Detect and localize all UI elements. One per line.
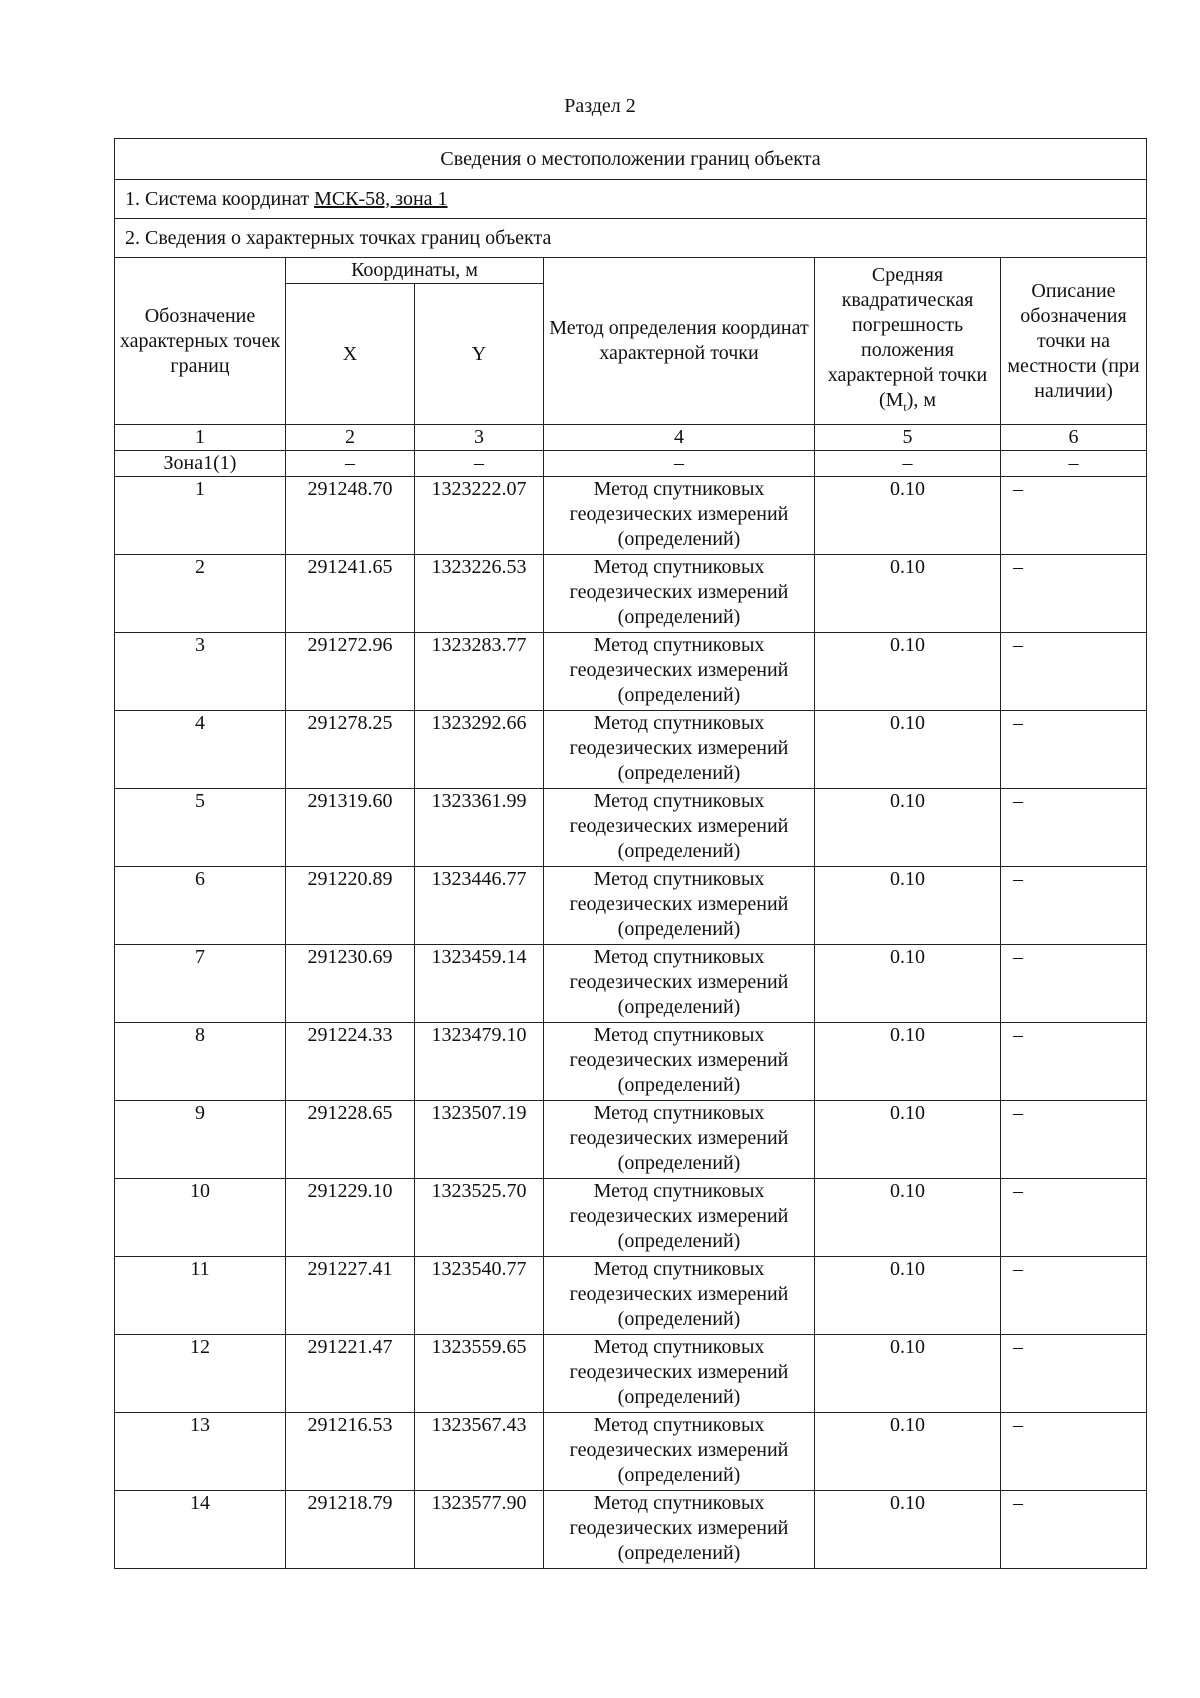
- error-value: 0.10: [815, 633, 1001, 711]
- coord-x: 291220.89: [286, 867, 415, 945]
- error-value: 0.10: [815, 1179, 1001, 1257]
- table-row: [115, 789, 1147, 867]
- coord-y: 1323459.14: [415, 945, 544, 1023]
- table-row: [115, 1023, 1147, 1101]
- coord-y: 1323283.77: [415, 633, 544, 711]
- section-title: Раздел 2: [564, 95, 636, 117]
- error-value: 0.10: [815, 1023, 1001, 1101]
- column-number: 2: [286, 425, 415, 451]
- coord-x: 291224.33: [286, 1023, 415, 1101]
- coord-x: 291241.65: [286, 555, 415, 633]
- method: Метод спутниковых геодезических измерений (определений): [544, 1257, 815, 1335]
- coord-x: 291272.96: [286, 633, 415, 711]
- method: Метод спутниковых геодезических измерений (определений): [544, 1335, 815, 1413]
- description: –: [1001, 1023, 1147, 1101]
- coordinate-system-label: 1. Система координат: [125, 187, 310, 210]
- column-number: 4: [544, 425, 815, 451]
- point-number: 4: [115, 711, 286, 789]
- point-number: 5: [115, 789, 286, 867]
- coord-x: 291228.65: [286, 1101, 415, 1179]
- method: Метод спутниковых геодезических измерений (определений): [544, 633, 815, 711]
- coord-y: 1323507.19: [415, 1101, 544, 1179]
- description: –: [1001, 1413, 1147, 1491]
- coordinate-system-row: [115, 180, 1147, 219]
- coord-y: 1323222.07: [415, 477, 544, 555]
- boundary-points-table: [114, 138, 1147, 1569]
- error-value: 0.10: [815, 789, 1001, 867]
- coord-x: 291248.70: [286, 477, 415, 555]
- method: Метод спутниковых геодезических измерений (определений): [544, 789, 815, 867]
- method: Метод спутниковых геодезических измерений (определений): [544, 1179, 815, 1257]
- coord-y: 1323567.43: [415, 1413, 544, 1491]
- table-row: [115, 711, 1147, 789]
- coord-y: 1323446.77: [415, 867, 544, 945]
- coord-x: 291218.79: [286, 1491, 415, 1569]
- header-y: Y: [415, 284, 544, 425]
- coord-x: 291221.47: [286, 1335, 415, 1413]
- description: –: [1001, 555, 1147, 633]
- point-number: 7: [115, 945, 286, 1023]
- coord-y: 1323540.77: [415, 1257, 544, 1335]
- header-method: Метод определения координат характерной точки: [544, 258, 815, 425]
- description: –: [1001, 477, 1147, 555]
- description: –: [1001, 1101, 1147, 1179]
- zone-dash: –: [286, 451, 415, 477]
- method: Метод спутниковых геодезических измерений (определений): [544, 1101, 815, 1179]
- description: –: [1001, 1491, 1147, 1569]
- point-number: 10: [115, 1179, 286, 1257]
- column-number: 6: [1001, 425, 1147, 451]
- method: Метод спутниковых геодезических измерений (определений): [544, 867, 815, 945]
- method: Метод спутниковых геодезических измерений (определений): [544, 1491, 815, 1569]
- method: Метод спутниковых геодезических измерений (определений): [544, 711, 815, 789]
- method: Метод спутниковых геодезических измерений (определений): [544, 477, 815, 555]
- table-row: [115, 1179, 1147, 1257]
- coord-x: 291229.10: [286, 1179, 415, 1257]
- table-row: [115, 1413, 1147, 1491]
- table-row: [115, 1491, 1147, 1569]
- method: Метод спутниковых геодезических измерений (определений): [544, 555, 815, 633]
- point-number: 8: [115, 1023, 286, 1101]
- method: Метод спутниковых геодезических измерений (определений): [544, 1413, 815, 1491]
- description: –: [1001, 711, 1147, 789]
- table-row: [115, 1257, 1147, 1335]
- error-value: 0.10: [815, 945, 1001, 1023]
- table-row: [115, 555, 1147, 633]
- points-section-title: 2. Сведения о характерных точках границ объекта: [115, 219, 1147, 258]
- table-row: [115, 867, 1147, 945]
- coord-y: 1323292.66: [415, 711, 544, 789]
- point-number: 12: [115, 1335, 286, 1413]
- zone-dash: –: [415, 451, 544, 477]
- coord-y: 1323577.90: [415, 1491, 544, 1569]
- description: –: [1001, 1335, 1147, 1413]
- method: Метод спутниковых геодезических измерений (определений): [544, 945, 815, 1023]
- coord-y: 1323559.65: [415, 1335, 544, 1413]
- error-value: 0.10: [815, 555, 1001, 633]
- point-number: 1: [115, 477, 286, 555]
- error-value: 0.10: [815, 477, 1001, 555]
- coord-x: 291230.69: [286, 945, 415, 1023]
- error-value: 0.10: [815, 1101, 1001, 1179]
- table-row: [115, 477, 1147, 555]
- method: Метод спутниковых геодезических измерений (определений): [544, 1023, 815, 1101]
- column-number: 1: [115, 425, 286, 451]
- zone-label: Зона1(1): [115, 451, 286, 477]
- description: –: [1001, 1179, 1147, 1257]
- point-number: 2: [115, 555, 286, 633]
- header-coordinates: Координаты, м: [286, 258, 544, 284]
- point-number: 6: [115, 867, 286, 945]
- description: –: [1001, 945, 1147, 1023]
- point-number: 3: [115, 633, 286, 711]
- table-row: [115, 633, 1147, 711]
- zone-row: [115, 451, 1147, 477]
- header-x: X: [286, 284, 415, 425]
- table-row: [115, 945, 1147, 1023]
- table-caption: Сведения о местоположении границ объекта: [115, 139, 1147, 180]
- coord-x: 291216.53: [286, 1413, 415, 1491]
- table-row: [115, 1335, 1147, 1413]
- point-number: 14: [115, 1491, 286, 1569]
- description: –: [1001, 789, 1147, 867]
- header-description: Описание обозначения точки на местности (при наличии): [1001, 258, 1147, 425]
- column-number: 3: [415, 425, 544, 451]
- coordinate-system-value: МСК-58, зона 1: [314, 187, 448, 210]
- point-number: 9: [115, 1101, 286, 1179]
- error-value: 0.10: [815, 1413, 1001, 1491]
- point-number: 11: [115, 1257, 286, 1335]
- coord-x: 291278.25: [286, 711, 415, 789]
- coord-x: 291319.60: [286, 789, 415, 867]
- coord-x: 291227.41: [286, 1257, 415, 1335]
- point-number: 13: [115, 1413, 286, 1491]
- error-value: 0.10: [815, 1491, 1001, 1569]
- zone-dash: –: [1001, 451, 1147, 477]
- description: –: [1001, 867, 1147, 945]
- error-value: 0.10: [815, 1335, 1001, 1413]
- error-value: 0.10: [815, 867, 1001, 945]
- column-number-row: [115, 425, 1147, 451]
- description: –: [1001, 633, 1147, 711]
- table-row: [115, 1101, 1147, 1179]
- coord-y: 1323525.70: [415, 1179, 544, 1257]
- coord-y: 1323226.53: [415, 555, 544, 633]
- coord-y: 1323361.99: [415, 789, 544, 867]
- coord-y: 1323479.10: [415, 1023, 544, 1101]
- header-error: Средняя квадратическая погрешность положения характерной точки $(M_t)$, м: [815, 258, 1001, 425]
- zone-dash: –: [815, 451, 1001, 477]
- description: –: [1001, 1257, 1147, 1335]
- error-value: 0.10: [815, 1257, 1001, 1335]
- column-number: 5: [815, 425, 1001, 451]
- header-designation: Обозначение характерных точек границ: [115, 258, 286, 425]
- zone-dash: –: [544, 451, 815, 477]
- error-value: 0.10: [815, 711, 1001, 789]
